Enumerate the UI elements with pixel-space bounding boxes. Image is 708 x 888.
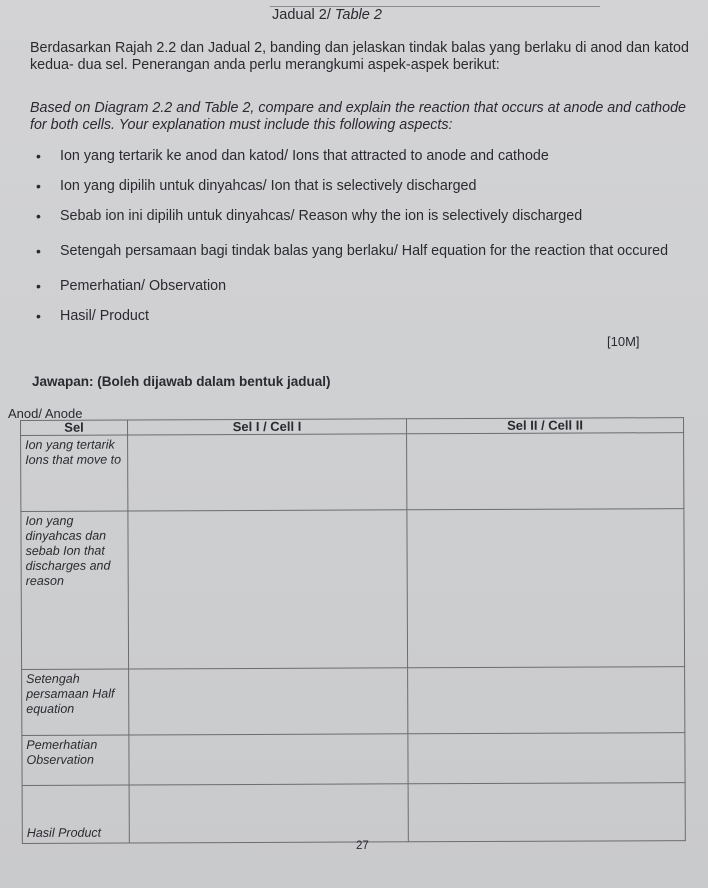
answer-cell[interactable]	[129, 784, 408, 843]
answer-cell[interactable]	[128, 510, 408, 669]
answer-cell[interactable]	[407, 509, 685, 668]
answer-table	[20, 417, 686, 844]
marks-label: [10M]	[607, 334, 640, 349]
table-header-cell: Sel II / Cell II	[406, 418, 683, 434]
header-rule	[270, 0, 600, 7]
instructions-malay: Berdasarkan Rajah 2.2 dan Jadual 2, banding dan jelaskan tindak balas yang berlaku di anod dan katod kedua- dua sel. Penerangan anda perlu merangkumi aspek-aspek berikut:	[30, 40, 689, 73]
table-caption: Anod/ Anode	[8, 406, 83, 421]
row-label: Setengah persamaan Half equation	[22, 669, 129, 735]
row-label: Pemerhatian Observation	[22, 735, 129, 785]
instructions-english: Based on Diagram 2.2 and Table 2, compare and explain the reaction that occurs at anode and cathode for both cells. Your explanation must include this following aspects:	[30, 100, 686, 133]
title-malay: Jadual 2/	[272, 7, 331, 23]
page-number: 27	[356, 840, 369, 852]
table-row	[22, 667, 685, 736]
aspect-list	[30, 146, 700, 326]
table-header-cell: Sel I / Cell I	[128, 419, 407, 435]
row-label: Hasil Product	[22, 785, 129, 843]
row-label: Ion yang dinyahcas dan sebab Ion that discharges and reason	[21, 511, 129, 669]
answer-cell[interactable]	[408, 667, 685, 734]
answer-cell[interactable]	[408, 733, 685, 784]
table-title	[272, 7, 382, 23]
row-label: Ion yang tertarik Ions that move to	[21, 435, 128, 511]
aspect-item: • Ion yang dipilih untuk dinyahcas/ Ion that is selectively discharged	[30, 176, 700, 196]
aspect-item: • Ion yang tertarik ke anod dan katod/ Ions that attracted to anode and cathode	[30, 146, 700, 166]
table-row	[22, 783, 685, 844]
answer-cell[interactable]	[407, 433, 684, 510]
answer-cell[interactable]	[408, 783, 685, 842]
aspect-item: • Hasil/ Product	[30, 306, 700, 326]
table-header-cell: Sel	[21, 420, 128, 435]
title-english: Table 2	[334, 7, 382, 23]
answer-cell[interactable]	[129, 734, 408, 785]
aspect-item: • Setengah persamaan bagi tindak balas yang berlaku/ Half equation for the reaction that occured	[30, 236, 700, 266]
table-row	[22, 733, 685, 786]
answer-heading: Jawapan: (Boleh dijawab dalam bentuk jadual)	[32, 374, 331, 389]
answer-cell[interactable]	[129, 668, 408, 735]
table-row	[21, 509, 685, 670]
aspect-item: • Pemerhatian/ Observation	[30, 276, 700, 296]
aspect-item: • Sebab ion ini dipilih untuk dinyahcas/ Reason why the ion is selectively discharged	[30, 206, 700, 226]
table-row	[21, 433, 684, 512]
answer-cell[interactable]	[128, 434, 407, 511]
